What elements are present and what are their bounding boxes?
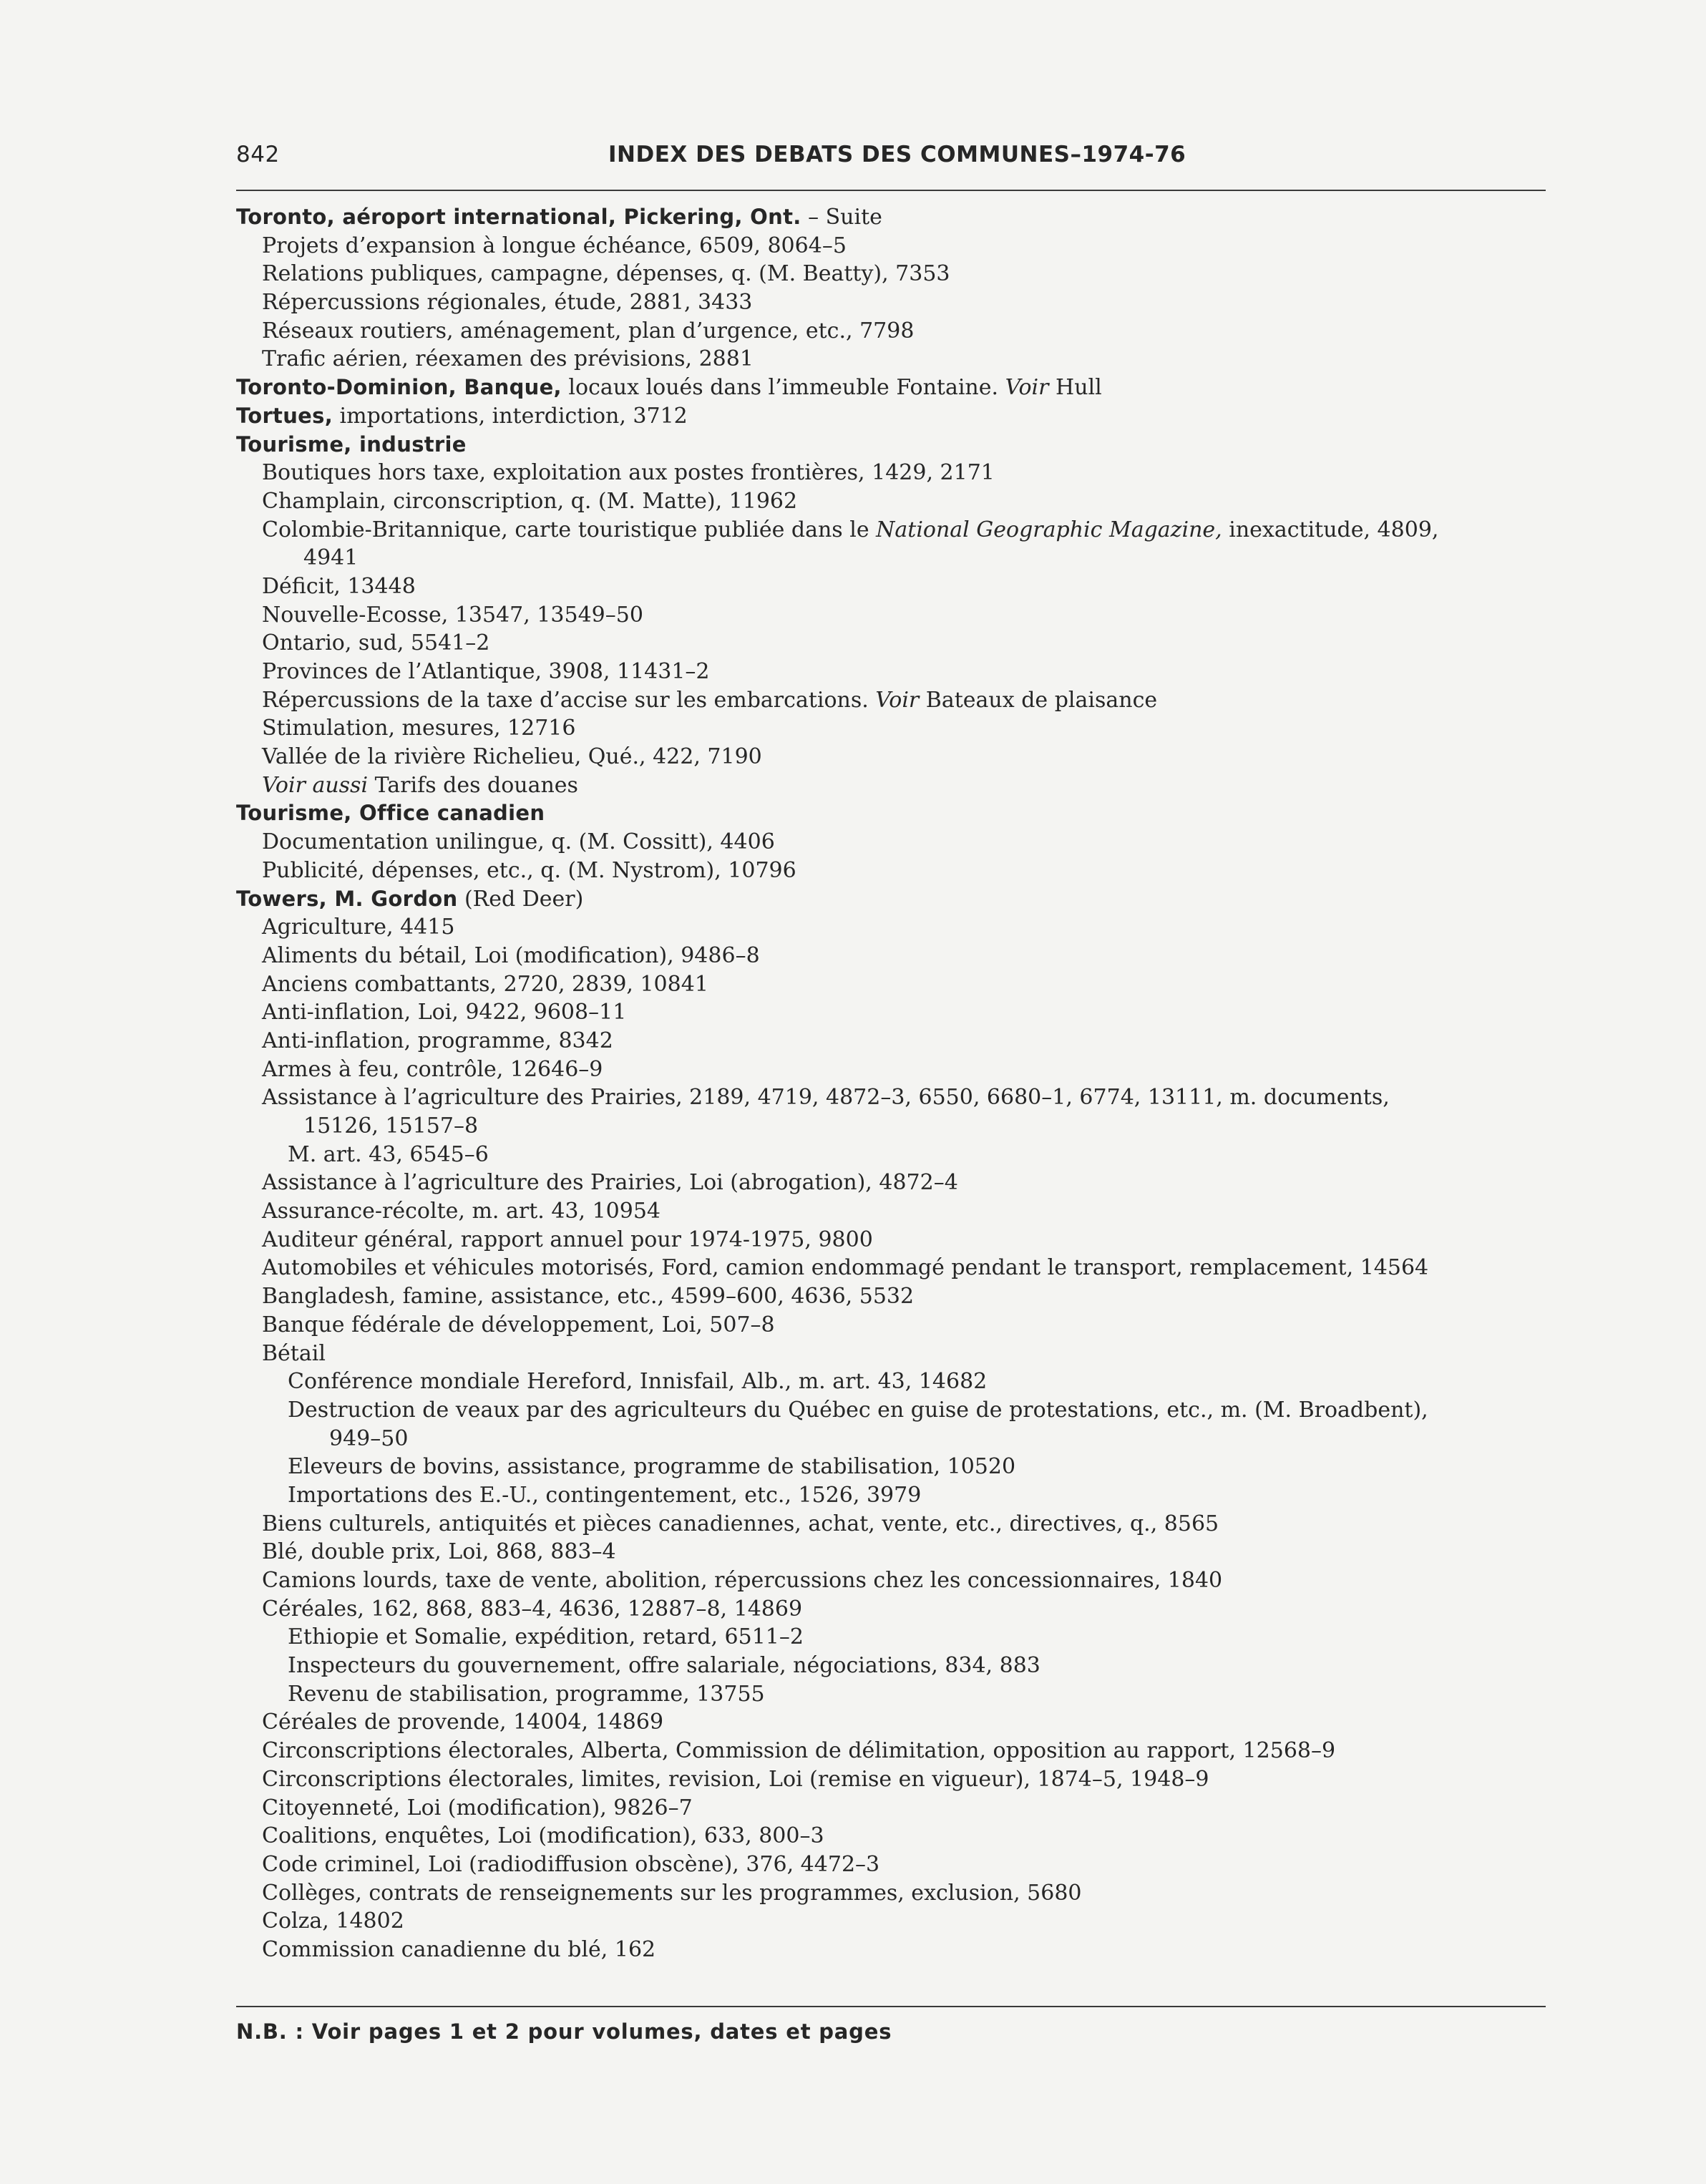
index-entry: Anti-inflation, programme, 8342 (262, 1028, 613, 1053)
index-entry: Towers, M. Gordon (Red Deer) (236, 886, 584, 912)
index-subentry-continuation: 949–50 (329, 1425, 409, 1451)
index-subentry: Revenu de stabilisation, programme, 13755 (288, 1681, 765, 1707)
index-entry: Code criminel, Loi (radiodiffusion obscène), 376, 4472–3 (262, 1851, 880, 1877)
index-entry: Circonscriptions électorales, Alberta, Commission de délimitation, opposition au rapport, 12568–9 (262, 1738, 1336, 1764)
index-entry: Projets d’expansion à longue échéance, 6509, 8064–5 (262, 233, 847, 258)
index-entry: Blé, double prix, Loi, 868, 883–4 (262, 1539, 616, 1565)
index-entry: Déficit, 13448 (262, 573, 416, 599)
index-entry: Voir aussi Tarifs des douanes (262, 772, 578, 798)
index-entry: Circonscriptions électorales, limites, revision, Loi (remise en vigueur), 1874–5, 1948–9 (262, 1766, 1209, 1792)
index-entry: Réseaux routiers, aménagement, plan d’urgence, etc., 7798 (262, 318, 915, 343)
index-subentry: Destruction de veaux par des agriculteurs du Québec en guise de protestations, etc., m. (M. Broadbent), (288, 1397, 1428, 1423)
header-rule (236, 190, 1546, 191)
index-entry: Tourisme, Office canadien (236, 801, 545, 826)
index-entry: Aliments du bétail, Loi (modification), 9486–8 (262, 942, 760, 968)
index-entry: Colombie-Britannique, carte touristique publiée dans le National Geographic Magazine, inexactitude, 4809, (262, 517, 1439, 542)
index-entry: Toronto, aéroport international, Pickering, Ont. – Suite (236, 205, 882, 230)
index-entry: Coalitions, enquêtes, Loi (modification), 633, 800–3 (262, 1823, 824, 1849)
index-entry: Assistance à l’agriculture des Prairies, 2189, 4719, 4872–3, 6550, 6680–1, 6774, 13111, m. documents, (262, 1085, 1390, 1111)
index-subentry: M. art. 43, 6545–6 (288, 1141, 489, 1167)
index-entry: Stimulation, mesures, 12716 (262, 716, 576, 741)
index-entry: Céréales, 162, 868, 883–4, 4636, 12887–8, 14869 (262, 1596, 803, 1622)
index-entry: Assurance-récolte, m. art. 43, 10954 (262, 1199, 661, 1224)
index-entry: Banque fédérale de développement, Loi, 507–8 (262, 1312, 775, 1337)
index-entry: Agriculture, 4415 (262, 915, 455, 940)
index-entry-continuation: 4941 (303, 545, 359, 571)
index-entry: Automobiles et véhicules motorisés, Ford, camion endommagé pendant le transport, remplacement, 14564 (262, 1255, 1429, 1281)
index-entry: Relations publiques, campagne, dépenses, q. (M. Beatty), 7353 (262, 261, 950, 287)
index-entry: Citoyenneté, Loi (modification), 9826–7 (262, 1795, 693, 1820)
index-entry: Collèges, contrats de renseignements sur les programmes, exclusion, 5680 (262, 1880, 1082, 1906)
index-entry: Assistance à l’agriculture des Prairies, Loi (abrogation), 4872–4 (262, 1170, 958, 1196)
index-entry: Boutiques hors taxe, exploitation aux postes frontières, 1429, 2171 (262, 460, 995, 486)
index-entry: Documentation unilingue, q. (M. Cossitt), 4406 (262, 829, 775, 855)
footer-rule (236, 2006, 1546, 2007)
running-title: INDEX DES DEBATS DES COMMUNES–1974-76 (608, 142, 1186, 167)
index-entry: Anciens combattants, 2720, 2839, 10841 (262, 971, 708, 997)
index-entry: Auditeur général, rapport annuel pour 1974-1975, 9800 (262, 1227, 873, 1252)
index-entry: Armes à feu, contrôle, 12646–9 (262, 1056, 603, 1082)
index-entry: Bétail (262, 1340, 326, 1366)
index-entry: Colza, 14802 (262, 1908, 404, 1934)
index-entry: Publicité, dépenses, etc., q. (M. Nystrom), 10796 (262, 857, 796, 883)
index-entry: Nouvelle-Ecosse, 13547, 13549–50 (262, 602, 643, 628)
index-entry: Répercussions de la taxe d’accise sur les embarcations. Voir Bateaux de plaisance (262, 687, 1158, 713)
index-subentry: Conférence mondiale Hereford, Innisfail, Alb., m. art. 43, 14682 (288, 1369, 988, 1395)
index-entry: Tourisme, industrie (236, 432, 467, 457)
index-entry: Bangladesh, famine, assistance, etc., 4599–600, 4636, 5532 (262, 1284, 915, 1310)
index-entry: Anti-inflation, Loi, 9422, 9608–11 (262, 1000, 627, 1025)
index-entry: Céréales de provende, 14004, 14869 (262, 1710, 664, 1735)
index-entry: Biens culturels, antiquités et pièces canadiennes, achat, vente, etc., directives, q., 8565 (262, 1511, 1219, 1536)
index-subentry: Ethiopie et Somalie, expédition, retard, 6511–2 (288, 1624, 804, 1650)
index-body (236, 203, 1546, 1964)
index-entry: Commission canadienne du blé, 162 (262, 1936, 656, 1962)
index-entry: Toronto-Dominion, Banque, locaux loués dans l’immeuble Fontaine. Voir Hull (236, 375, 1102, 401)
index-entry: Répercussions régionales, étude, 2881, 3433 (262, 290, 753, 316)
page-number: 842 (236, 142, 280, 167)
index-subentry: Inspecteurs du gouvernement, offre salariale, négociations, 834, 883 (288, 1653, 1040, 1679)
index-subentry: Importations des E.-U., contingentement, etc., 1526, 3979 (288, 1482, 922, 1508)
index-entry: Camions lourds, taxe de vente, abolition, répercussions chez les concessionnaires, 1840 (262, 1568, 1223, 1593)
index-entry: Tortues, importations, interdiction, 3712 (236, 403, 688, 429)
footer-note: N.B. : Voir pages 1 et 2 pour volumes, dates et pages (236, 2019, 892, 2044)
index-entry: Ontario, sud, 5541–2 (262, 630, 490, 656)
index-entry-continuation: 15126, 15157–8 (303, 1113, 479, 1139)
index-entry: Provinces de l’Atlantique, 3908, 11431–2 (262, 659, 710, 684)
index-subentry: Eleveurs de bovins, assistance, programme de stabilisation, 10520 (288, 1454, 1016, 1480)
index-entry: Vallée de la rivière Richelieu, Qué., 422, 7190 (262, 744, 762, 770)
index-entry: Trafic aérien, réexamen des prévisions, 2881 (262, 346, 754, 372)
index-entry: Champlain, circonscription, q. (M. Matte), 11962 (262, 488, 798, 514)
page-header (236, 142, 1546, 179)
